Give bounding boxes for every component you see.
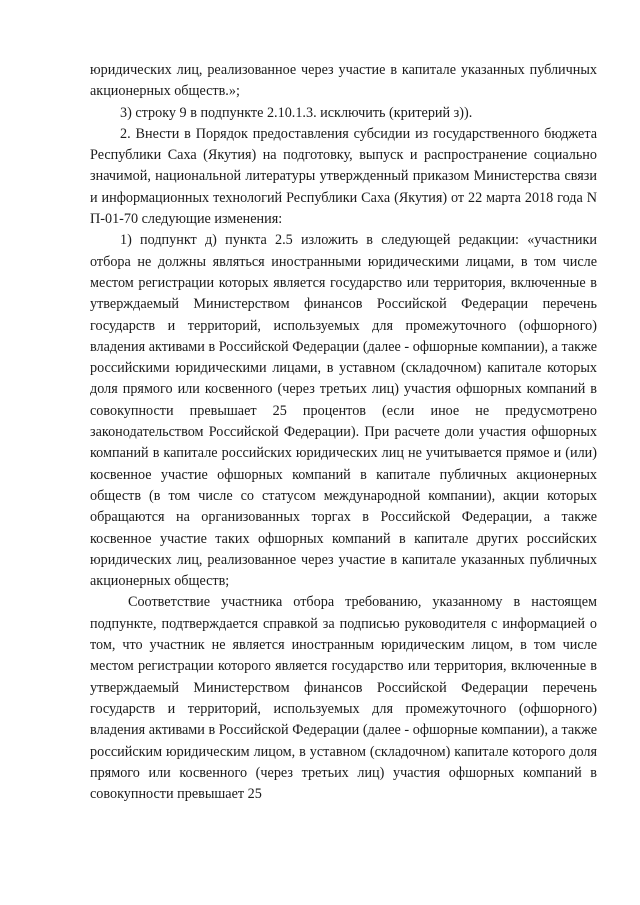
paragraph-subitem-1: 1) подпункт д) пункта 2.5 изложить в следующей редакции: «участники отбора не должны являться иностранными юридическими лицами, в том числе местом регистрации которых является государство или территория, включенные в утверждаемый Министерством финансов Российской Федерации перечень государств и территорий, используемых для промежуточного (офшорного) владения активами в Российской Федерации (далее - офшорные компании), а также российскими юридическими лицами, в уставном (складочном) капитале которых доля прямого или косвенного (через третьих лиц) участия офшорных компаний в совокупности превышает 25 процентов (если иное не предусмотрено законодательством Российской Федерации). При расчете доли участия офшорных компаний в капитале российских юридических лиц не учитывается прямое и (или) косвенное участие офшорных компаний в капитале публичных акционерных обществ (в том числе со статусом международной компании), акции которых обращаются на организованных торгах в Российской Федерации, а также косвенное участие таких офшорных компаний в капитале других российских юридических лиц, реализованное через участие в капитале указанных публичных акционерных обществ; [90, 232, 597, 590]
paragraph-continuation: юридических лиц, реализованное через участие в капитале указанных публичных акционерных обществ.»; [90, 62, 597, 100]
document-body [90, 60, 597, 805]
paragraph-item-2: 2. Внести в Порядок предоставления субсидии из государственного бюджета Республики Саха (Якутия) на подготовку, выпуск и распространение социально значимой, национальной литературы утвержденный приказом Министерства связи и информационных технологий Республики Саха (Якутия) от 22 марта 2018 года N П-01-70 следующие изменения: [90, 125, 597, 228]
paragraph-item-3: 3) строку 9 в подпункте 2.10.1.3. исключить (критерий з)). [120, 104, 473, 121]
paragraph-compliance: Соответствие участника отбора требованию, указанному в настоящем подпункте, подтверждается справкой за подписью руководителя с информацией о том, что участник не является иностранным юридическим лицом, в том числе местом регистрации которого является государство или территория, включенные в утверждаемый Министерством финансов Российской Федерации перечень государств и территорий, используемых для промежуточного (офшорного) владения активами в Российской Федерации (далее - офшорные компании), а также российским юридическим лицом, в уставном (складочном) капитале которого доля прямого или косвенного (через третьих лиц) участия офшорных компаний в совокупности превышает 25 [90, 594, 597, 803]
